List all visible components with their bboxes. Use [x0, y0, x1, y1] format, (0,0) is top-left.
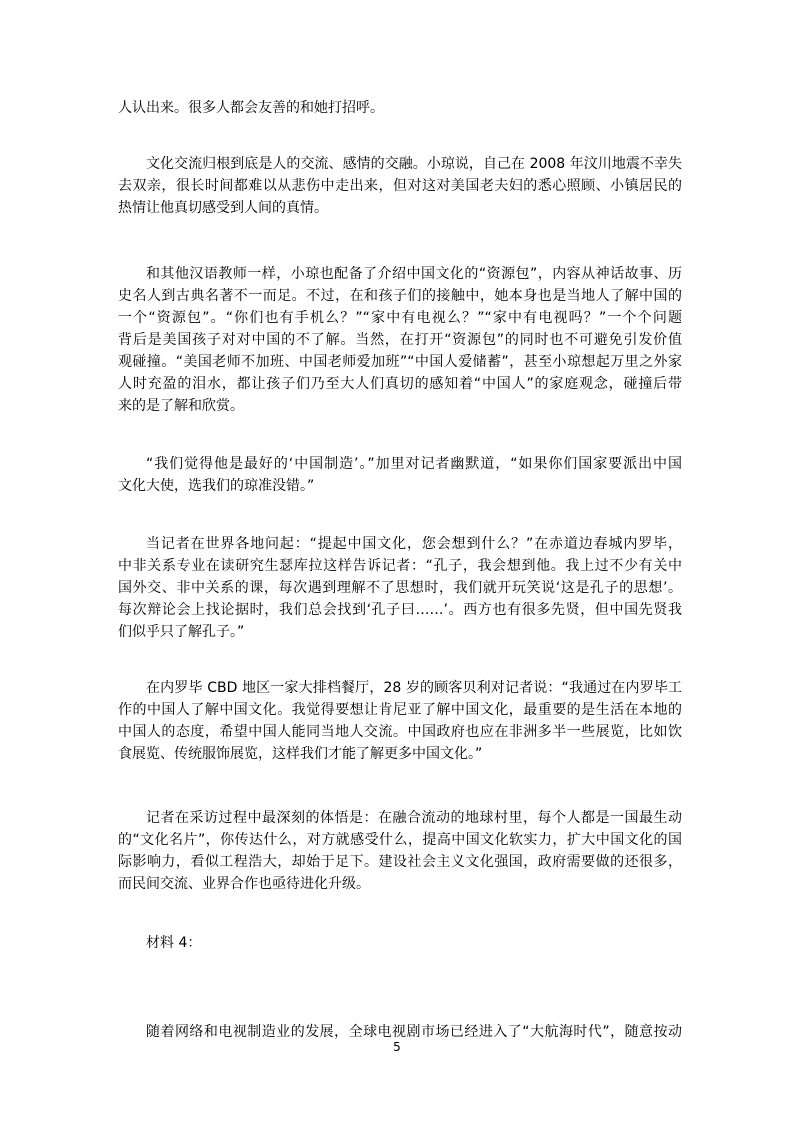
text-line: 国外交、非中关系的课，每次遇到理解不了思想时，我们就开玩笑说‘这是孔子的思想’。 — [118, 580, 682, 596]
text-line: 来的是了解和欣赏。 — [118, 398, 244, 414]
paragraph — [118, 932, 682, 954]
text-line: 人时充盈的泪水，都让孩子们乃至大人们真切的感知着“中国人”的家庭观念，碰撞后带 — [118, 376, 682, 392]
text-line: 和其他汉语教师一样，小琼也配备了介绍中国文化的“资源包”，内容从神话故事、历 — [146, 266, 682, 282]
text-line: 的“文化名片”，你传达什么，对方就感受什么，提高中国文化软实力，扩大中国文化的国 — [118, 832, 682, 848]
text-line: 际影响力，看似工程浩大，却始于足下。建设社会主义文化强国，政府需要做的还很多， — [118, 854, 682, 870]
text-line: 随着网络和电视制造业的发展，全球电视剧市场已经进入了“大航海时代”，随意按动 — [146, 1024, 682, 1040]
paragraph — [118, 807, 682, 895]
paragraph — [118, 533, 682, 643]
text-line: 作的中国人了解中国文化。我觉得要想让肯尼亚了解中国文化，最重要的是生活在本地的 — [118, 702, 682, 718]
text-line: 文化交流归根到底是人的交流、感情的交融。小琼说，自己在 2008 年汶川地震不幸失 — [146, 156, 682, 172]
text-line: 记者在采访过程中最深刻的体悟是：在融合流动的地球村里，每个人都是一国最生动 — [146, 810, 682, 826]
paragraph — [118, 677, 682, 765]
page-number: 5 — [393, 1040, 401, 1054]
text-line: 背后是美国孩子对对中国的不了解。当然，在打开“资源包”的同时也不可避免引发价值 — [118, 332, 682, 348]
text-line: 观碰撞。“美国老师不加班、中国老师爱加班”“中国人爱储蓄”，甚至小琼想起万里之外家 — [118, 354, 682, 370]
text-line: 而民间交流、业界合作也亟待进化升级。 — [118, 876, 370, 892]
text-line: 中非关系专业在读研究生瑟库拉这样告诉记者：“孔子，我会想到他。我上过不少有关中 — [118, 558, 682, 574]
text-line: 一个“资源包”。“你们也有手机么？”“家中有电视么？”“家中有电视吗？”一个个问题 — [118, 310, 682, 326]
text-line: 当记者在世界各地问起：“提起中国文化，您会想到什么？”在赤道边春城内罗毕， — [146, 536, 682, 552]
text-line: 中国人的态度，希望中国人能同当地人交流。中国政府也应在非洲多半一些展览，比如饮 — [118, 724, 682, 740]
text-line: 热情让他真切感受到人间的真情。 — [118, 200, 328, 216]
text-line: 文化大使，选我们的琼准没错。” — [118, 478, 315, 494]
text-line: 每次辩论会上找论据时，我们总会找到‘孔子曰……’。西方也有很多先贤，但中国先贤我 — [118, 602, 682, 618]
paragraph — [118, 453, 682, 497]
text-line: 们似乎只了解孔子。” — [118, 624, 245, 640]
paragraph — [118, 97, 682, 119]
text-line: “我们觉得他是最好的‘中国制造’。”加里对记者幽默道，“如果你们国家要派出中国 — [146, 456, 682, 472]
text-line: 史名人到古典名著不一而足。不过，在和孩子们的接触中，她本身也是当地人了解中国的 — [118, 288, 682, 304]
text-line: 人认出来。很多人都会友善的和她打招呼。 — [118, 100, 384, 116]
paragraph — [118, 153, 682, 219]
text-line: 去双亲，很长时间都难以从悲伤中走出来，但对这对美国老夫妇的悉心照顾、小镇居民的 — [118, 178, 682, 194]
paragraph — [118, 263, 682, 417]
text-line: 在内罗毕 CBD 地区一家大排档餐厅，28 岁的顾客贝利对记者说：“我通过在内罗毕工 — [146, 680, 682, 696]
text-line: 食展览、传统服饰展览，这样我们才能了解更多中国文化。” — [118, 746, 483, 762]
text-line: 材料 4： — [146, 935, 202, 951]
